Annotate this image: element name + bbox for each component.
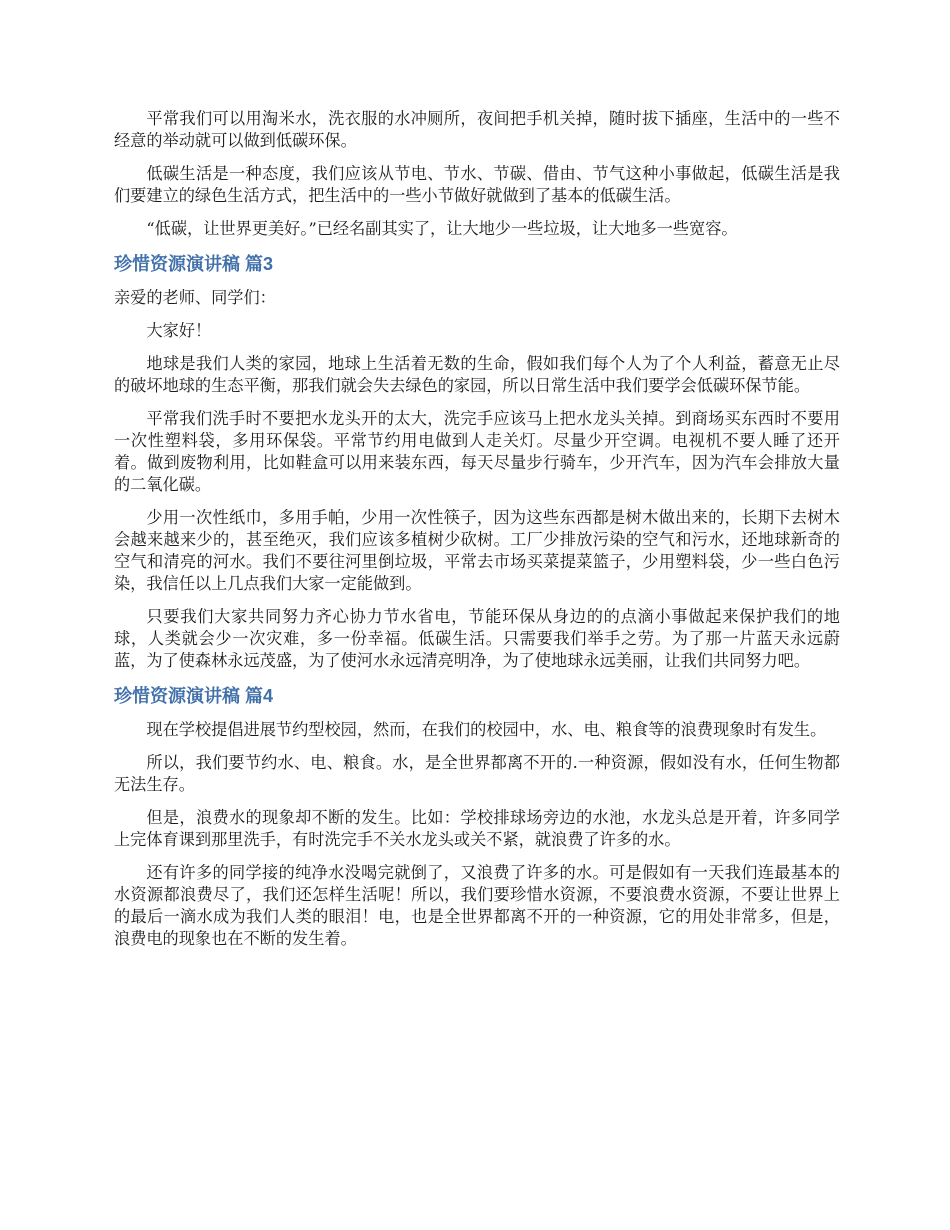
paragraph: 只要我们大家共同努力齐心协力节水省电，节能环保从身边的的点滴小事做起来保护我们的地球，人类就会少一次灾难，多一份幸福。低碳生活。只需要我们举手之劳。为了那一片蓝天永远蔚蓝，为了使森林永远茂盛，为了使河水永远清亮明净，为了使地球永远美丽，让我们共同努力吧。 [114, 607, 840, 670]
section-4 [114, 683, 840, 950]
paragraph: 平常我们可以用淘米水，洗衣服的水冲厕所，夜间把手机关掉，随时拔下插座，生活中的一些不经意的举动就可以做到低碳环保。 [114, 109, 840, 150]
paragraph: 大家好！ [146, 321, 212, 340]
paragraph: 低碳生活是一种态度，我们应该从节电、节水、节碳、借由、节气这种小事做起，低碳生活是我们要建立的绿色生活方式，把生活中的一些小节做好就做到了基本的低碳生活。 [114, 164, 840, 205]
paragraph: 但是，浪费水的现象却不断的发生。比如：学校排球场旁边的水池，水龙头总是开着，许多同学上完体育课到那里洗手，有时洗完手不关水龙头或关不紧，就浪费了许多的水。 [114, 808, 840, 849]
document-page [114, 108, 840, 961]
intro-section [114, 108, 840, 240]
paragraph: 少用一次性纸巾，多用手帕，少用一次性筷子，因为这些东西都是树木做出来的，长期下去树木会越来越来少的，甚至绝灭，我们应该多植树少砍树。工厂少排放污染的空气和污水，还地球新奇的空气和清亮的河水。我们不要往河里倒垃圾，平常去市场买菜提菜篮子，少用塑料袋，少一些白色污染，我信任以上几点我们大家一定能做到。 [114, 508, 840, 593]
salutation: 亲爱的老师、同学们： [114, 288, 276, 307]
paragraph: 地球是我们人类的家园，地球上生活着无数的生命，假如我们每个人为了个人利益，蓄意无止尽的破坏地球的生态平衡，那我们就会失去绿色的家园，所以日常生活中我们要学会低碳环保节能。 [114, 354, 840, 395]
section-3 [114, 251, 840, 672]
paragraph: 平常我们洗手时不要把水龙头开的太大，洗完手应该马上把水龙头关掉。到商场买东西时不要用一次性塑料袋，多用环保袋。平常节约用电做到人走关灯。尽量少开空调。电视机不要人睡了还开着。做到废物利用，比如鞋盒可以用来装东西，每天尽量步行骑车，少开汽车，因为汽车会排放大量的二氧化碳。 [114, 409, 840, 494]
paragraph: “低碳，让世界更美好。”已经名副其实了，让大地少一些垃圾，让大地多一些宽容。 [146, 219, 738, 238]
section-heading: 珍惜资源演讲稿 篇3 [114, 254, 274, 274]
section-heading: 珍惜资源演讲稿 篇4 [114, 686, 274, 706]
paragraph: 所以，我们要节约水、电、粮食。水，是全世界都离不开的.一种资源，假如没有水，任何生物都无法生存。 [114, 753, 840, 794]
paragraph: 现在学校提倡进展节约型校园，然而，在我们的校园中，水、电、粮食等的浪费现象时有发生。 [146, 720, 827, 739]
paragraph: 还有许多的同学接的纯净水没喝完就倒了，又浪费了许多的水。可是假如有一天我们连最基本的水资源都浪费尽了，我们还怎样生活呢！所以，我们要珍惜水资源，不要浪费水资源，不要让世界上的最后一滴水成为我们人类的眼泪！电，也是全世界都离不开的一种资源，它的用处非常多，但是，浪费电的现象也在不断的发生着。 [114, 863, 840, 948]
